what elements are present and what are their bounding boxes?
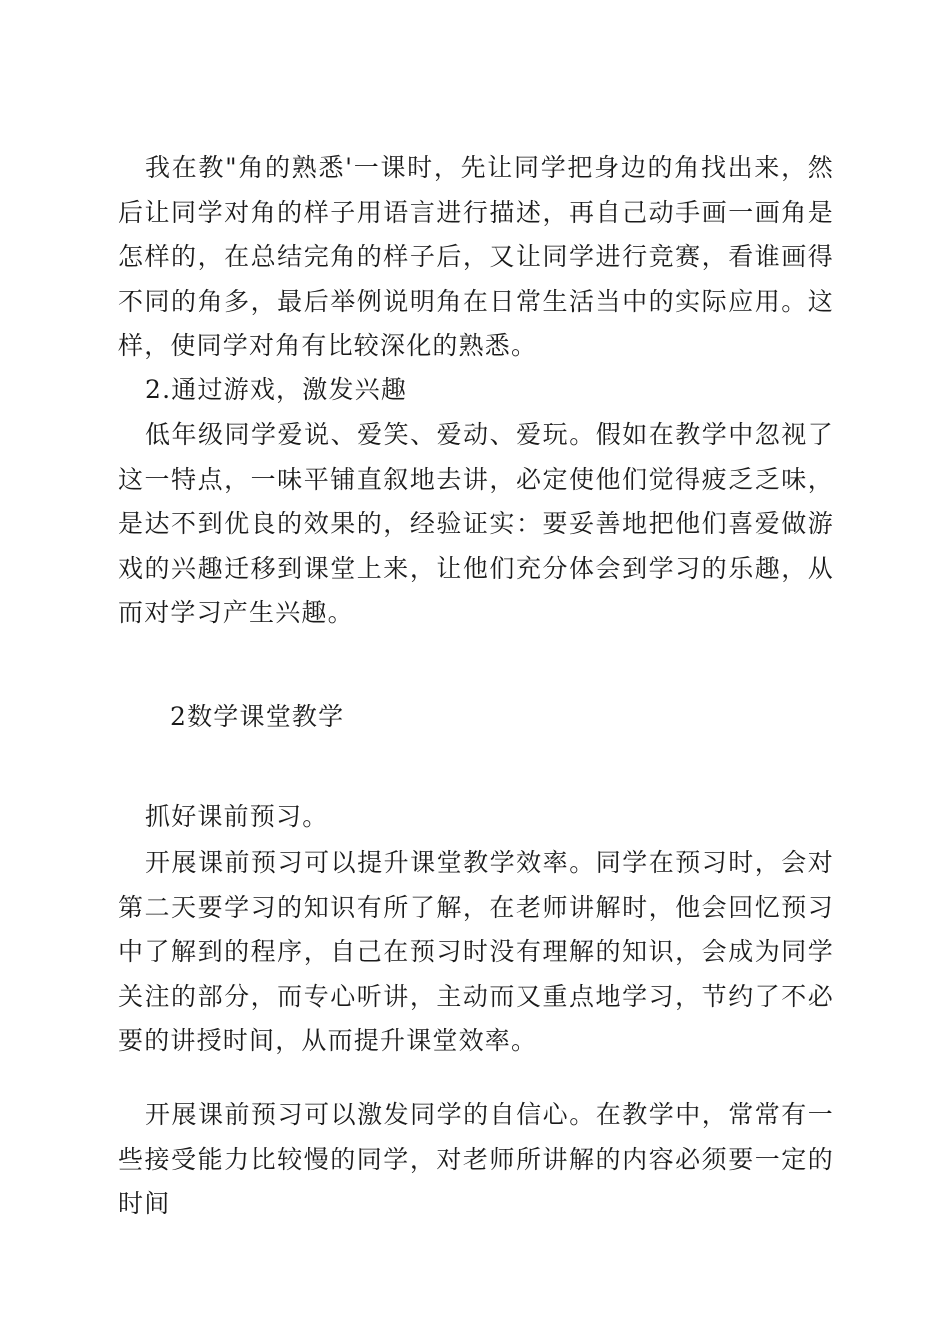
heading-games-interest: 2.通过游戏，激发兴趣	[145, 375, 408, 404]
paragraph-preview-confidence: 开展课前预习可以激发同学的自信心。在教学中，常常有一些接受能力比较慢的同学，对老师所讲解的内容必须要一定的时间	[118, 1100, 834, 1218]
paragraph-angle-lesson: 我在教"角的熟悉'一课时，先让同学把身边的角找出来，然后让同学对角的样子用语言进行描述，再自己动手画一画角是怎样的，在总结完角的样子后，又让同学进行竞赛，看谁画得不同的角多，最后举例说明角在日常生活当中的实际应用。这样，使同学对角有比较深化的熟悉。	[118, 153, 834, 360]
heading-preview: 抓好课前预习。	[145, 802, 329, 831]
paragraph-games: 低年级同学爱说、爱笑、爱动、爱玩。假如在教学中忽视了这一特点，一味平铺直叙地去讲，必定使他们觉得疲乏乏味，是达不到优良的效果的，经验证实：要妥善地把他们喜爱做游戏的兴趣迁移到课堂上来，让他们充分体会到学习的乐趣，从而对学习产生兴趣。	[118, 420, 834, 627]
heading-math-classroom: 2数学课堂教学	[170, 702, 345, 731]
paragraph-preview-efficiency: 开展课前预习可以提升课堂教学效率。同学在预习时，会对第二天要学习的知识有所了解，在老师讲解时，他会回忆预习中了解到的程序，自己在预习时没有理解的知识，会成为同学关注的部分，而专心听讲，主动而又重点地学习，节约了不必要的讲授时间，从而提升课堂效率。	[118, 848, 834, 1055]
